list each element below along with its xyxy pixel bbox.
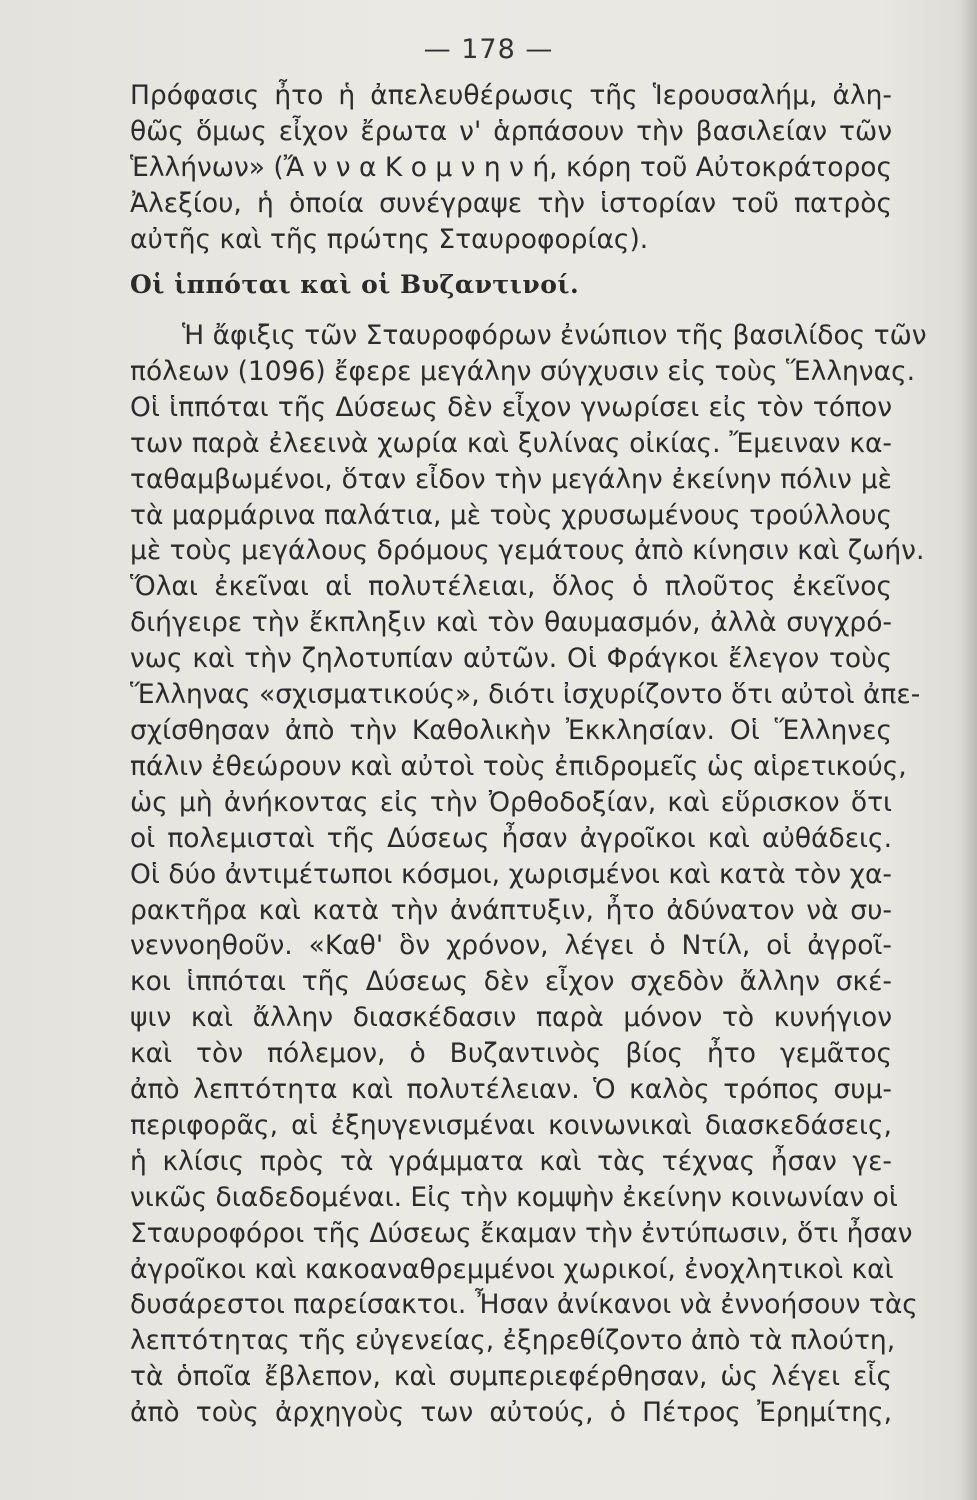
text-line: Πρόφασις ἦτο ἡ ἀπελευθέρωσις τῆς Ἱερουσαλήμ, ἀλη-: [130, 80, 892, 111]
text-line: τὰ μαρμάρινα παλάτια, μὲ τοὺς χρυσωμένους τρούλλους: [130, 499, 892, 531]
text-line: τὰ ὁποῖα ἔβλεπον, καὶ συμπεριεφέρθησαν, ὡς λέγει εἷς: [130, 1361, 892, 1393]
text-line: ρακτῆρα καὶ κατὰ τὴν ἀνάπτυξιν, ἦτο ἀδύνατον νὰ συ-: [130, 894, 892, 926]
section-heading: Οἱ ἱππόται καὶ οἱ Βυζαντινοί.: [130, 270, 580, 299]
text-line: Ἀλεξίου, ἡ ὁποία συνέγραψε τὴν ἱστορίαν τοῦ πατρὸς: [130, 187, 892, 219]
paragraph-main: [130, 318, 927, 1431]
text-line: δυσάρεστοι παρείσακτοι. Ἦσαν ἀνίκανοι νὰ ἐννοήσουν τὰς: [130, 1289, 918, 1321]
text-line: νικῶς διαδεδομέναι. Εἰς τὴν κομψὴν ἐκείνην κοινωνίαν οἱ: [130, 1181, 898, 1213]
text-line: Σταυροφόροι τῆς Δύσεως ἔκαμαν τὴν ἐντύπωσιν, ὅτι ἦσαν: [130, 1217, 913, 1249]
text-line: ἀπὸ λεπτότητα καὶ πολυτέλειαν. Ὁ καλὸς τρόπος συμ-: [130, 1074, 892, 1106]
text-line: των παρὰ ἐλεεινὰ χωρία καὶ ξυλίνας οἰκίας. Ἔμειναν κα-: [130, 427, 892, 459]
text-line: νεννοηθοῦν. «Καθ' ὃν χρόνον, λέγει ὁ Ντίλ, οἱ ἀγροῖ-: [130, 930, 892, 962]
text-line: Ἑλλήνων» (Ἄ ν ν α Κ ο μ ν η ν ή, κόρη τοῦ Αὐτοκράτορος: [130, 151, 893, 183]
text-line: Ἕλληνας «σχισματικούς», διότι ἰσχυρίζοντο ὅτι αὐτοὶ ἀπε-: [130, 679, 921, 711]
text-line: ἡ κλίσις πρὸς τὰ γράμματα καὶ τὰς τέχνας ἦσαν γε-: [130, 1145, 892, 1177]
text-line: θῶς ὅμως εἶχον ἔρωτα ν' ἁρπάσουν τὴν βασιλείαν τῶν: [130, 115, 892, 147]
text-line: αὐτῆς καὶ τῆς πρώτης Σταυροφορίας).: [130, 223, 649, 255]
text-line: περιφορᾶς, αἱ ἐξηυγενισμέναι κοινωνικαὶ διασκεδάσεις,: [130, 1109, 892, 1141]
text-line: Ἡ ἄφιξις τῶν Σταυροφόρων ἐνώπιον τῆς βασιλίδος τῶν: [182, 320, 927, 351]
text-line: ψιν καὶ ἄλλην διασκέδασιν παρὰ μόνον τὸ κυνήγιον: [130, 1002, 892, 1034]
text-line: ταθαμβωμένοι, ὅταν εἶδον τὴν μεγάλην ἐκείνην πόλιν μὲ: [130, 463, 892, 495]
text-line: πόλεων (1096) ἔφερε μεγάλην σύγχυσιν εἰς τοὺς Ἕλληνας.: [130, 355, 916, 387]
text-line: λεπτότητας τῆς εὐγενείας, ἐξηρεθίζοντο ἀπὸ τὰ πλούτη,: [130, 1325, 896, 1357]
text-line: σχίσθησαν ἀπὸ τὴν Καθολικὴν Ἐκκλησίαν. Οἱ Ἕλληνες: [130, 714, 892, 746]
text-line: οἱ πολεμισταὶ τῆς Δύσεως ἦσαν ἀγροῖκοι καὶ αὐθάδεις.: [130, 822, 892, 854]
text-line: Οἱ δύο ἀντιμέτωποι κόσμοι, χωρισμένοι καὶ κατὰ τὸν χα-: [130, 858, 892, 890]
text-line: ὡς μὴ ἀνήκοντας εἰς τὴν Ὀρθοδοξίαν, καὶ εὕρισκον ὅτι: [130, 786, 892, 818]
text-line: Οἱ ἱππόται τῆς Δύσεως δὲν εἶχον γνωρίσει εἰς τὸν τόπον: [130, 391, 892, 423]
text-line: μὲ τοὺς μεγάλους δρόμους γεμάτους ἀπὸ κίνησιν καὶ ζωήν.: [130, 535, 925, 567]
text-line: ἀπὸ τοὺς ἀρχηγοὺς των αὐτούς, ὁ Πέτρος Ἐρημίτης,: [130, 1397, 892, 1429]
text-line: πάλιν ἐθεώρουν καὶ αὐτοὶ τοὺς ἐπιδρομεῖς ὡς αἱρετικούς,: [130, 750, 907, 782]
page-edge-shadow: [959, 0, 977, 1500]
text-line: κοι ἱππόται τῆς Δύσεως δὲν εἶχον σχεδὸν ἄλλην σκέ-: [130, 966, 892, 998]
text-line: Ὅλαι ἐκεῖναι αἱ πολυτέλειαι, ὅλος ὁ πλοῦτος ἐκεῖνος: [130, 571, 892, 603]
paragraph-continuation: [130, 78, 892, 258]
page-number: — 178 —: [423, 34, 554, 65]
text-line: καὶ τὸν πόλεμον, ὁ Βυζαντινὸς βίος ἦτο γεμᾶτος: [130, 1038, 892, 1070]
text-line: νως καὶ τὴν ζηλοτυπίαν αὐτῶν. Οἱ Φράγκοι ἔλεγον τοὺς: [130, 643, 892, 675]
text-line: διήγειρε τὴν ἔκπληξιν καὶ τὸν θαυμασμόν, ἀλλὰ συγχρό-: [130, 607, 892, 639]
text-line: ἀγροῖκοι καὶ κακοαναθρεμμένοι χωρικοί, ἐνοχλητικοὶ καὶ: [130, 1253, 894, 1285]
